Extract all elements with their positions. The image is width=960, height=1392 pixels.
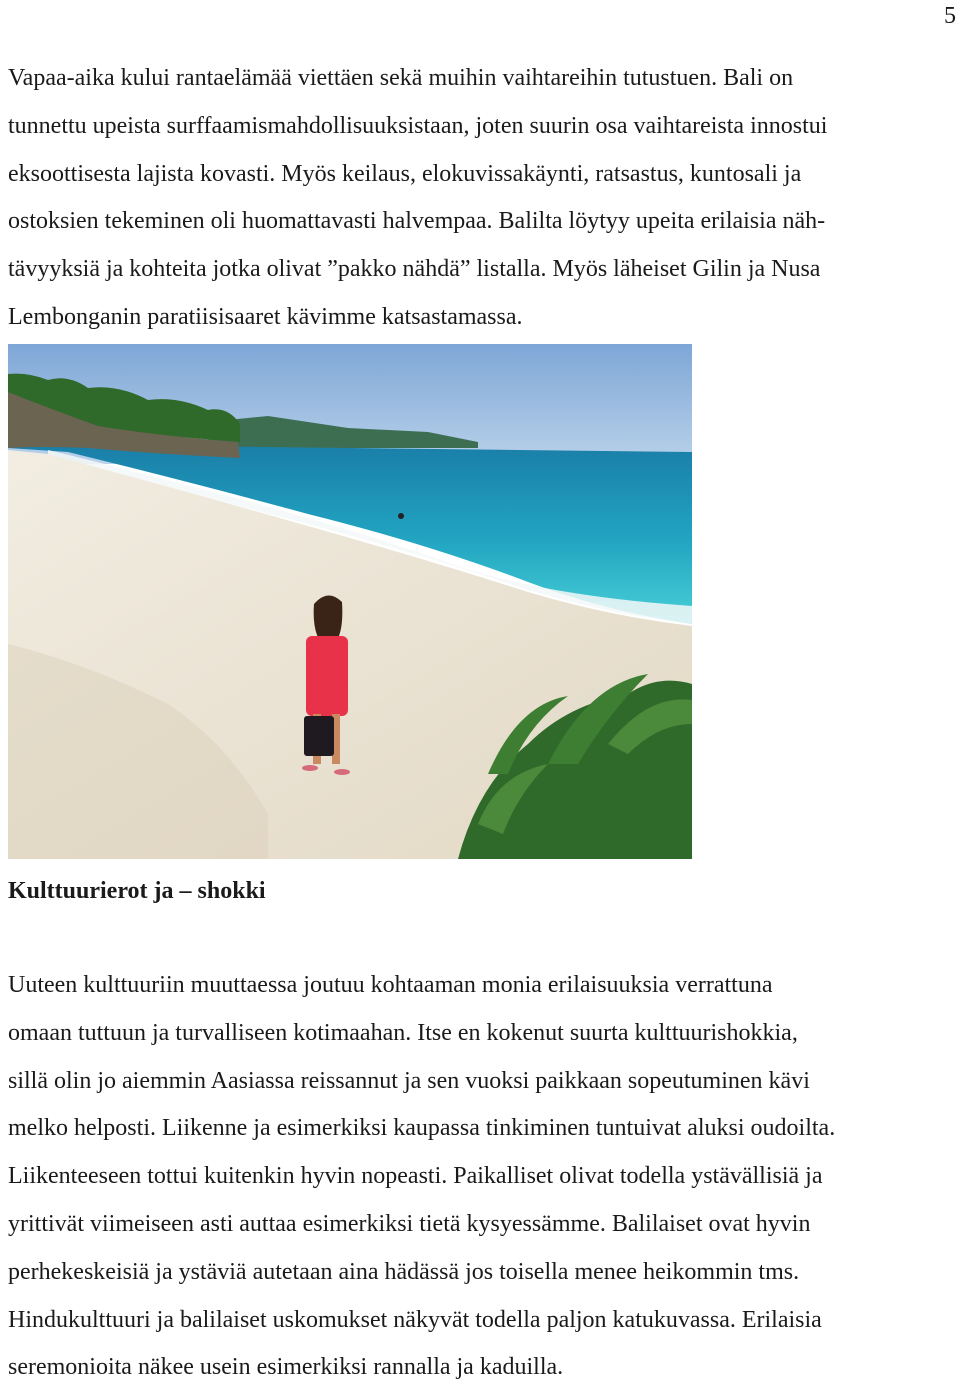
text-line: melko helposti. Liikenne ja esimerkiksi kaupassa tinkiminen tuntuivat aluksi oudoilta.: [8, 1115, 836, 1142]
section-heading: Kulttuurierot ja – shokki: [8, 878, 266, 904]
text-line: Hindukulttuuri ja balilaiset uskomukset näkyvät todella paljon katukuvassa. Erilaisia: [8, 1306, 822, 1333]
text-line: Uuteen kulttuuriin muuttaessa joutuu kohtaaman monia erilaisuuksia verrattuna: [8, 972, 773, 998]
beach-photo: [8, 344, 692, 859]
text-line: Lembonganin paratiisisaaret kävimme katsastamassa.: [8, 303, 523, 330]
text-line: Liikenteeseen tottui kuitenkin hyvin nopeasti. Paikalliset olivat todella ystävällisiä ja: [8, 1163, 823, 1190]
swimmer: [398, 513, 404, 519]
text-line: ostoksien tekeminen oli huomattavasti halvempaa. Balilta löytyy upeita erilaisia näh-: [8, 208, 826, 235]
text-line: tunnettu upeista surffaamismahdollisuuksistaan, joten suurin osa vaihtareista innostui: [8, 112, 828, 139]
paragraph-leisure: [8, 55, 952, 342]
text-line: perhekeskeisiä ja ystäviä autetaan aina hädässä jos toisella menee heikommin tms.: [8, 1258, 800, 1285]
text-line: Vapaa-aika kului rantaelämää viettäen sekä muihin vaihtareihin tutustuen. Bali on: [8, 65, 794, 91]
text-line: sillä olin jo aiemmin Aasiassa reissannut ja sen vuoksi paikkaan sopeutuminen kävi: [8, 1067, 810, 1094]
text-line: tävyyksiä ja kohteita jotka olivat ”pakko nähdä” listalla. Myös läheiset Gilin ja Nusa: [8, 256, 821, 283]
text-line: omaan tuttuun ja turvalliseen kotimaahan. Itse en kokenut suurta kulttuurishokkia,: [8, 1019, 798, 1046]
page-number: 5: [944, 3, 956, 29]
text-line: eksoottisesta lajista kovasti. Myös keilaus, elokuvissakäynti, ratsastus, kuntosali ja: [8, 160, 802, 187]
text-line: yrittivät viimeiseen asti auttaa esimerkiksi tietä kysyessämme. Balilaiset ovat hyvin: [8, 1210, 811, 1237]
text-line: seremonioita näkee usein esimerkiksi rannalla ja kaduilla.: [8, 1354, 564, 1381]
paragraph-culture-shock: [8, 962, 952, 1392]
